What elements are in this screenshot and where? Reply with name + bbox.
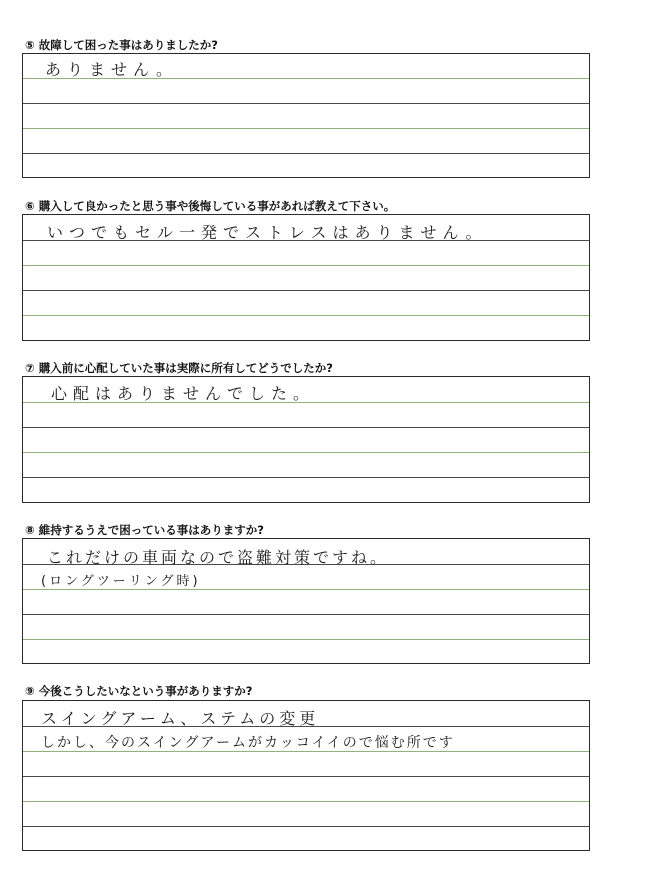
question-6-answer-box bbox=[22, 214, 590, 341]
question-8-answer-line-1: これだけの車両なので盗難対策ですね。 bbox=[47, 548, 390, 567]
question-9-answer-line-1: スイングアーム、ステムの変更 bbox=[41, 709, 320, 728]
question-6-answer-line-1: いつでもセル一発でストレスはありません。 bbox=[47, 223, 488, 242]
question-9-answer-line-2: しかし、今のスイングアームがカッコイイので悩む所です bbox=[41, 735, 455, 751]
question-9-answer-box bbox=[22, 700, 590, 851]
question-7-label: ⑦ 購入前に心配していた事は実際に所有してどうでしたか? bbox=[25, 361, 333, 375]
question-5-answer-line-1: ありません。 bbox=[45, 60, 178, 79]
question-8-answer-box bbox=[22, 538, 590, 664]
question-9-label: ⑨ 今後こうしたいなという事がありますか? bbox=[25, 684, 253, 698]
question-8-label: ⑧ 維持するうえで困っている事はありますか? bbox=[25, 523, 264, 537]
question-7-answer-box bbox=[22, 376, 590, 503]
question-6-label: ⑥ 購入して良かったと思う事や後悔している事があれば教えて下さい。 bbox=[25, 199, 396, 213]
question-5-answer-box bbox=[22, 53, 590, 178]
question-8-answer-line-2: (ロングツーリング時) bbox=[41, 574, 201, 589]
question-5-label: ⑤ 故障して困った事はありましたか? bbox=[25, 38, 218, 52]
question-7-answer-line-1: 心配はありませんでした。 bbox=[51, 384, 316, 403]
